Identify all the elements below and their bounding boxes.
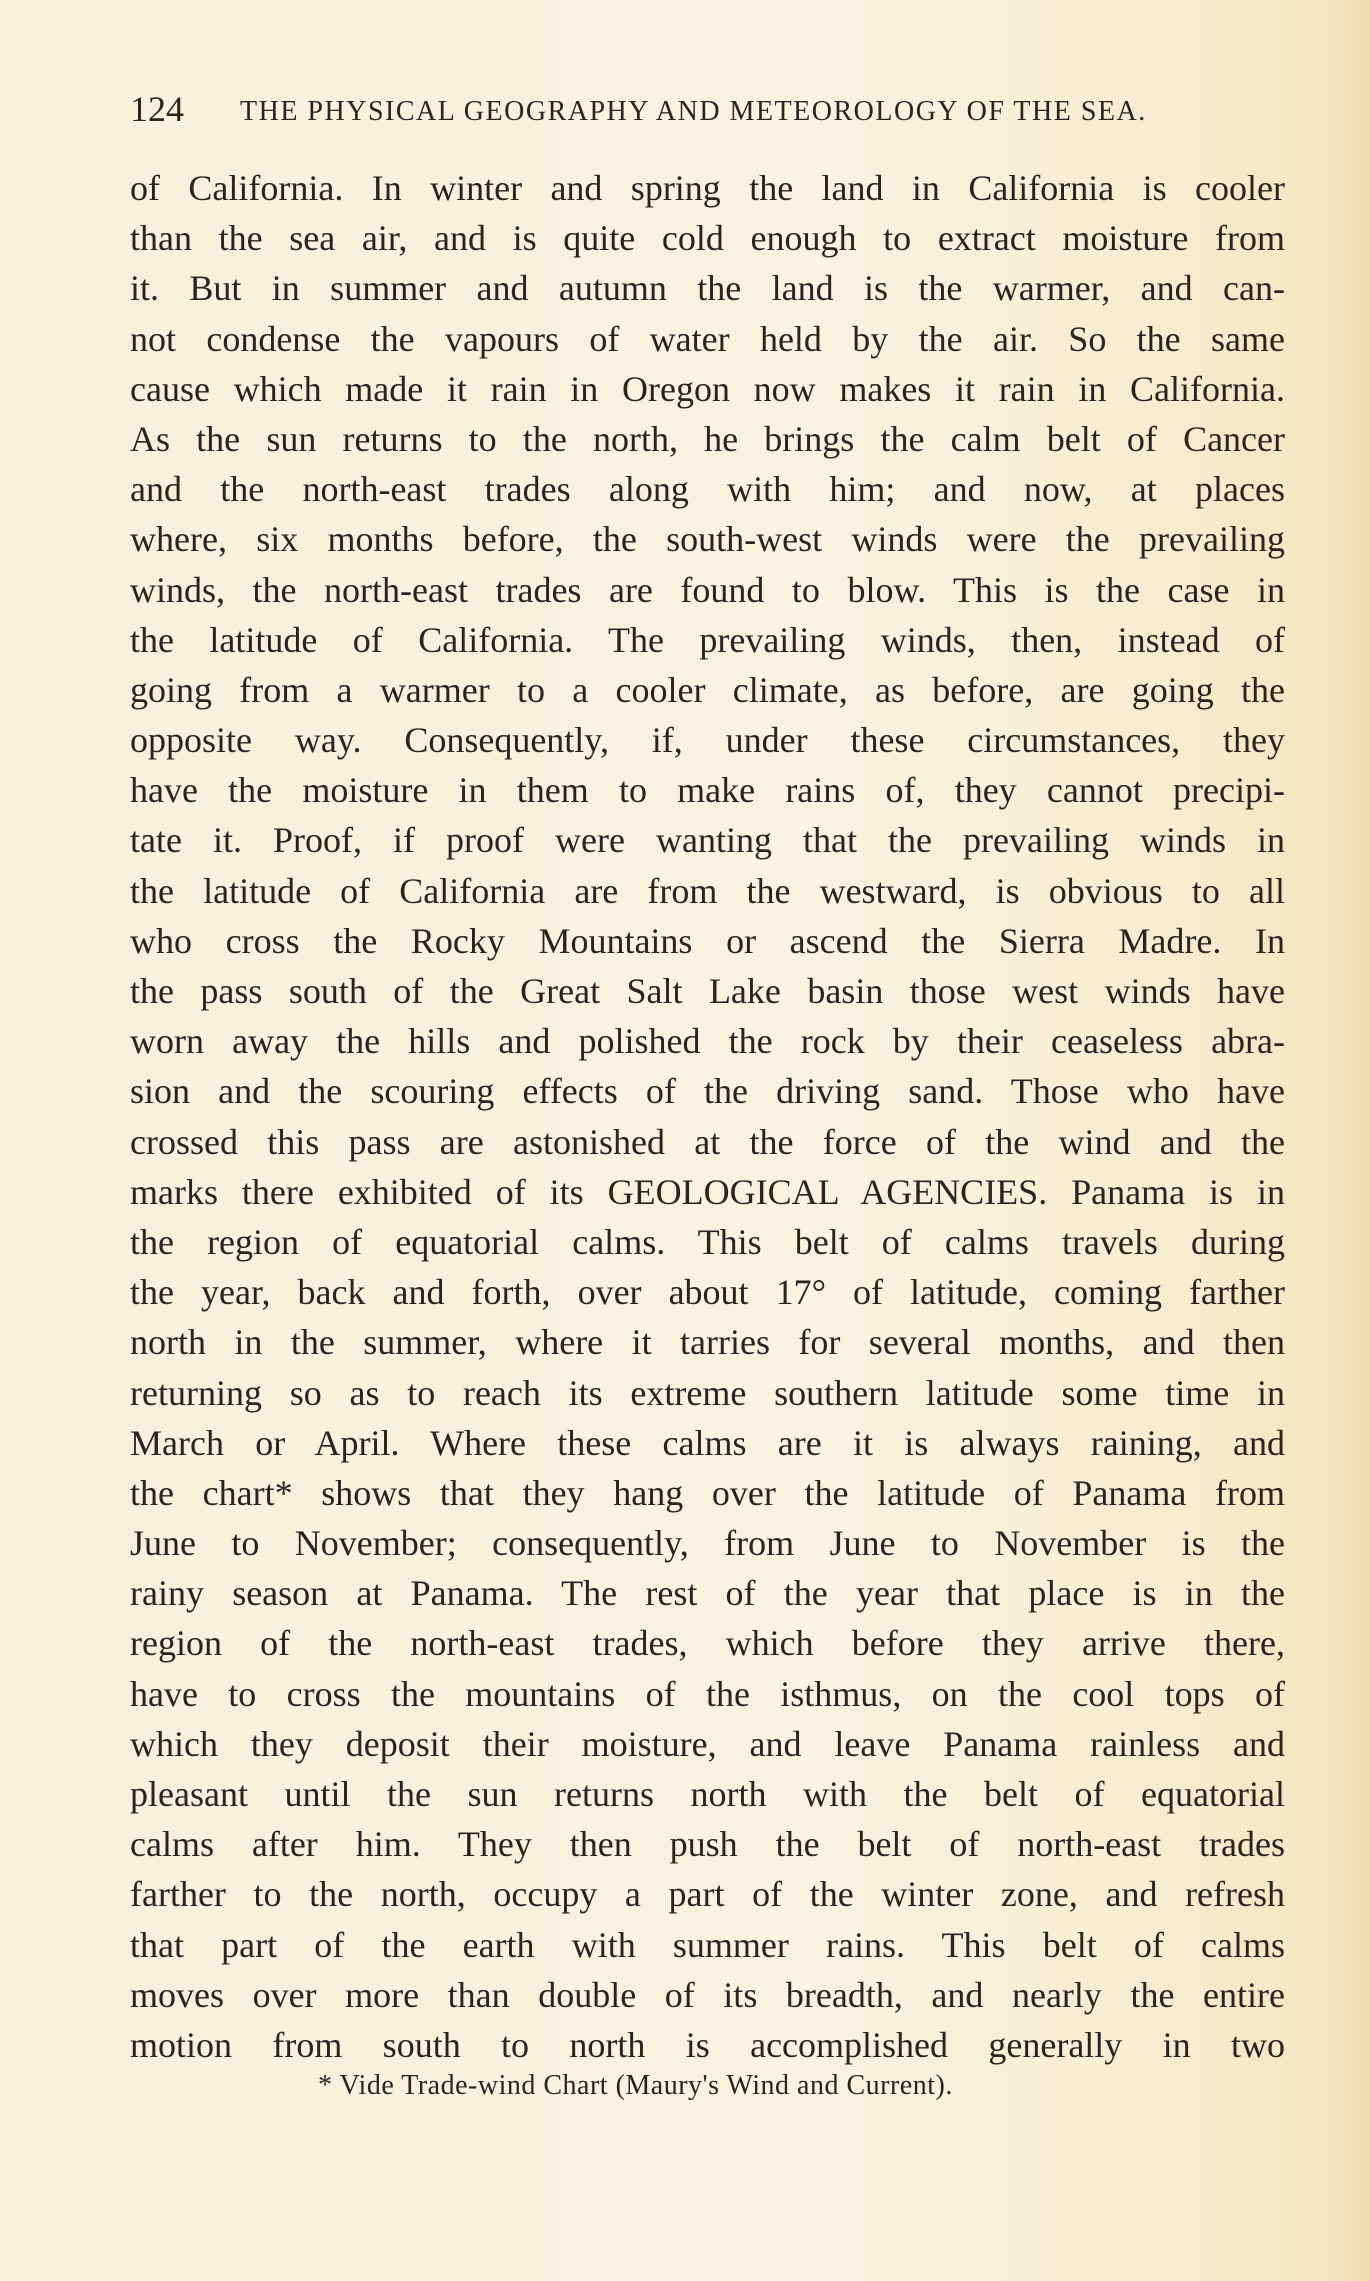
text-line: moves over more than double of its breadth, and nearly the entire (130, 1974, 1285, 2015)
text-line: which they deposit their moisture, and leave Panama rainless and (130, 1723, 1285, 1764)
text-line: the latitude of California are from the westward, is obvious to all (130, 870, 1285, 911)
page-edge-shadow (1330, 0, 1370, 2281)
running-title: THE PHYSICAL GEOGRAPHY AND METEOROLOGY OF THE SEA. (240, 96, 1147, 127)
text-line: March or April. Where these calms are it is always raining, and (130, 1422, 1285, 1463)
text-line: the region of equatorial calms. This belt of calms travels during (130, 1221, 1285, 1262)
text-line: tate it. Proof, if proof were wanting that the prevailing winds in (130, 820, 1285, 861)
text-line: rainy season at Panama. The rest of the year that place is in the (130, 1573, 1285, 1614)
text-line: motion from south to north is accomplished generally in two (130, 2024, 1285, 2065)
text-line: where, six months before, the south-west winds were the prevailing (130, 519, 1285, 560)
text-line: have the moisture in them to make rains of, they cannot precipi- (130, 770, 1285, 811)
text-line: that part of the earth with summer rains. This belt of calms (130, 1924, 1285, 1965)
text-line: the pass south of the Great Salt Lake basin those west winds have (130, 971, 1285, 1011)
text-line: marks there exhibited of its GEOLOGICAL AGENCIES. Panama is in (130, 1171, 1285, 1212)
text-line: returning so as to reach its extreme southern latitude some time in (130, 1372, 1285, 1413)
running-head (130, 88, 1240, 128)
text-line: the chart* shows that they hang over the latitude of Panama from (130, 1472, 1285, 1513)
text-line: sion and the scouring effects of the driving sand. Those who have (130, 1071, 1285, 1112)
text-line: farther to the north, occupy a part of the winter zone, and refresh (130, 1874, 1285, 1915)
text-line: worn away the hills and polished the rock by their ceaseless abra- (130, 1021, 1285, 1062)
text-line: than the sea air, and is quite cold enough to extract moisture from (130, 218, 1285, 259)
text-line: who cross the Rocky Mountains or ascend the Sierra Madre. In (130, 920, 1285, 961)
text-line: winds, the north-east trades are found to blow. This is the case in (130, 569, 1285, 610)
text-line: crossed this pass are astonished at the force of the wind and the (130, 1121, 1285, 1162)
text-line: the latitude of California. The prevailing winds, then, instead of (130, 619, 1285, 660)
text-line: of California. In winter and spring the land in California is cooler (130, 168, 1285, 208)
text-line: have to cross the mountains of the isthmus, on the cool tops of (130, 1673, 1285, 1714)
page-number: 124 (130, 89, 184, 129)
text-line: June to November; consequently, from June to November is the (130, 1523, 1285, 1564)
text-line: going from a warmer to a cooler climate, as before, are going the (130, 669, 1285, 710)
body-text (130, 163, 1285, 2070)
text-line: opposite way. Consequently, if, under these circumstances, they (130, 720, 1285, 761)
text-line: not condense the vapours of water held by the air. So the same (130, 318, 1285, 359)
text-line: and the north-east trades along with him; and now, at places (130, 469, 1285, 510)
text-line: north in the summer, where it tarries for several months, and then (130, 1322, 1285, 1363)
text-line: cause which made it rain in Oregon now makes it rain in California. (130, 368, 1285, 409)
text-line: the year, back and forth, over about 17° of latitude, coming farther (130, 1272, 1285, 1313)
text-line: As the sun returns to the north, he brings the calm belt of Cancer (130, 418, 1285, 459)
text-line: calms after him. They then push the belt of north-east trades (130, 1824, 1285, 1865)
text-line: pleasant until the sun returns north with the belt of equatorial (130, 1774, 1285, 1814)
text-line: region of the north-east trades, which before they arrive there, (130, 1623, 1285, 1664)
footnote: * Vide Trade-wind Chart (Maury's Wind and Current). (318, 2070, 953, 2101)
text-line: it. But in summer and autumn the land is the warmer, and can- (130, 268, 1285, 309)
